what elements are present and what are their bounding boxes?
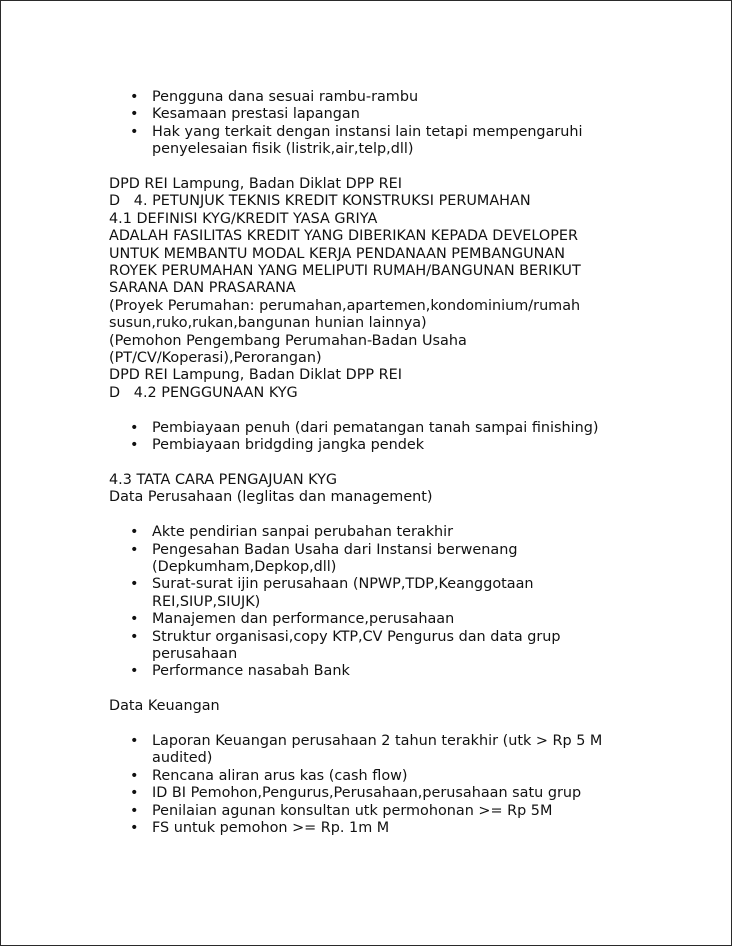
bullet-list-kyg-usage — [109, 420, 629, 455]
bullet-list-usage-terms — [109, 89, 629, 159]
list-item: • Pembiayaan bridgding jangka pendek — [152, 437, 629, 454]
list-item: • Penilaian agunan konsultan utk permohonan >= Rp 5M — [152, 803, 629, 820]
definition-paragraph: ADALAH FASILITAS KREDIT YANG DIBERIKAN KEPADA DEVELOPER UNTUK MEMBANTU MODAL KERJA PENDANAAN PEMBANGUNAN ROYEK PERUMAHAN YANG MELIPUTI RUMAH/BANGUNAN BERIKUT SARANA DAN PRASARANA — [109, 228, 586, 297]
list-item: • Performance nasabah Bank — [152, 663, 629, 680]
project-types-paragraph: (Proyek Perumahan: perumahan,apartemen,kondominium/rumah susun,ruko,rukan,bangunan hunian lainnya) — [109, 297, 585, 332]
subsection-heading: 4.3 TATA CARA PENGAJUAN KYG — [109, 471, 338, 488]
document-content — [109, 89, 629, 837]
list-item: • Kesamaan prestasi lapangan — [152, 106, 629, 123]
bullet-list-company-data — [109, 524, 629, 681]
list-item: • Pengesahan Badan Usaha dari Instansi berwenang (Depkumham,Depkop,dll) — [152, 542, 532, 577]
section-application-procedure — [109, 472, 629, 507]
list-item: • Akte pendirian sanpai perubahan terakhir — [152, 524, 629, 541]
list-item: • ID BI Pemohon,Pengurus,Perusahaan,perusahaan satu grup — [152, 785, 629, 802]
list-item: • Laporan Keuangan perusahaan 2 tahun terakhir (utk > Rp 5 M audited) — [152, 733, 612, 768]
section-financial-data — [109, 698, 629, 715]
spacer — [109, 507, 629, 524]
applicant-types-paragraph: (Pemohon Pengembang Perumahan-Badan Usaha (PT/CV/Koperasi),Perorangan) — [109, 332, 472, 367]
list-item: • Manajemen dan performance,perusahaan — [152, 611, 629, 628]
group-heading-company-data: Data Perusahaan (leglitas dan management) — [109, 489, 433, 506]
list-item: • Pengguna dana sesuai rambu-rambu — [152, 89, 629, 106]
section-heading: D 4. PETUNJUK TEKNIS KREDIT KONSTRUKSI PERUMAHAN — [109, 193, 531, 210]
list-item: • FS untuk pemohon >= Rp. 1m M — [152, 820, 629, 837]
list-item: • Rencana aliran arus kas (cash flow) — [152, 768, 629, 785]
spacer — [109, 681, 629, 698]
section-kyg-definition — [109, 176, 629, 402]
source-line: DPD REI Lampung, Badan Diklat DPP REI — [109, 367, 402, 384]
spacer — [109, 402, 629, 419]
group-heading-financial-data: Data Keuangan — [109, 698, 220, 715]
bullet-list-financial-data — [109, 733, 629, 837]
spacer — [109, 455, 629, 472]
subsection-heading: D 4.2 PENGGUNAAN KYG — [109, 384, 298, 401]
list-item: • Hak yang terkait dengan instansi lain tetapi mempengaruhi penyelesaian fisik (listrik,air,telp,dll) — [152, 124, 602, 159]
list-item: • Surat-surat ijin perusahaan (NPWP,TDP,Keanggotaan REI,SIUP,SIUJK) — [152, 576, 552, 611]
subsection-heading: 4.1 DEFINISI KYG/KREDIT YASA GRIYA — [109, 210, 378, 227]
spacer — [109, 159, 629, 176]
list-item: • Struktur organisasi,copy KTP,CV Pengurus dan data grup perusahaan — [152, 629, 572, 664]
spacer — [109, 716, 629, 733]
source-line: DPD REI Lampung, Badan Diklat DPP REI — [109, 176, 402, 193]
list-item: • Pembiayaan penuh (dari pematangan tanah sampai finishing) — [152, 420, 629, 437]
